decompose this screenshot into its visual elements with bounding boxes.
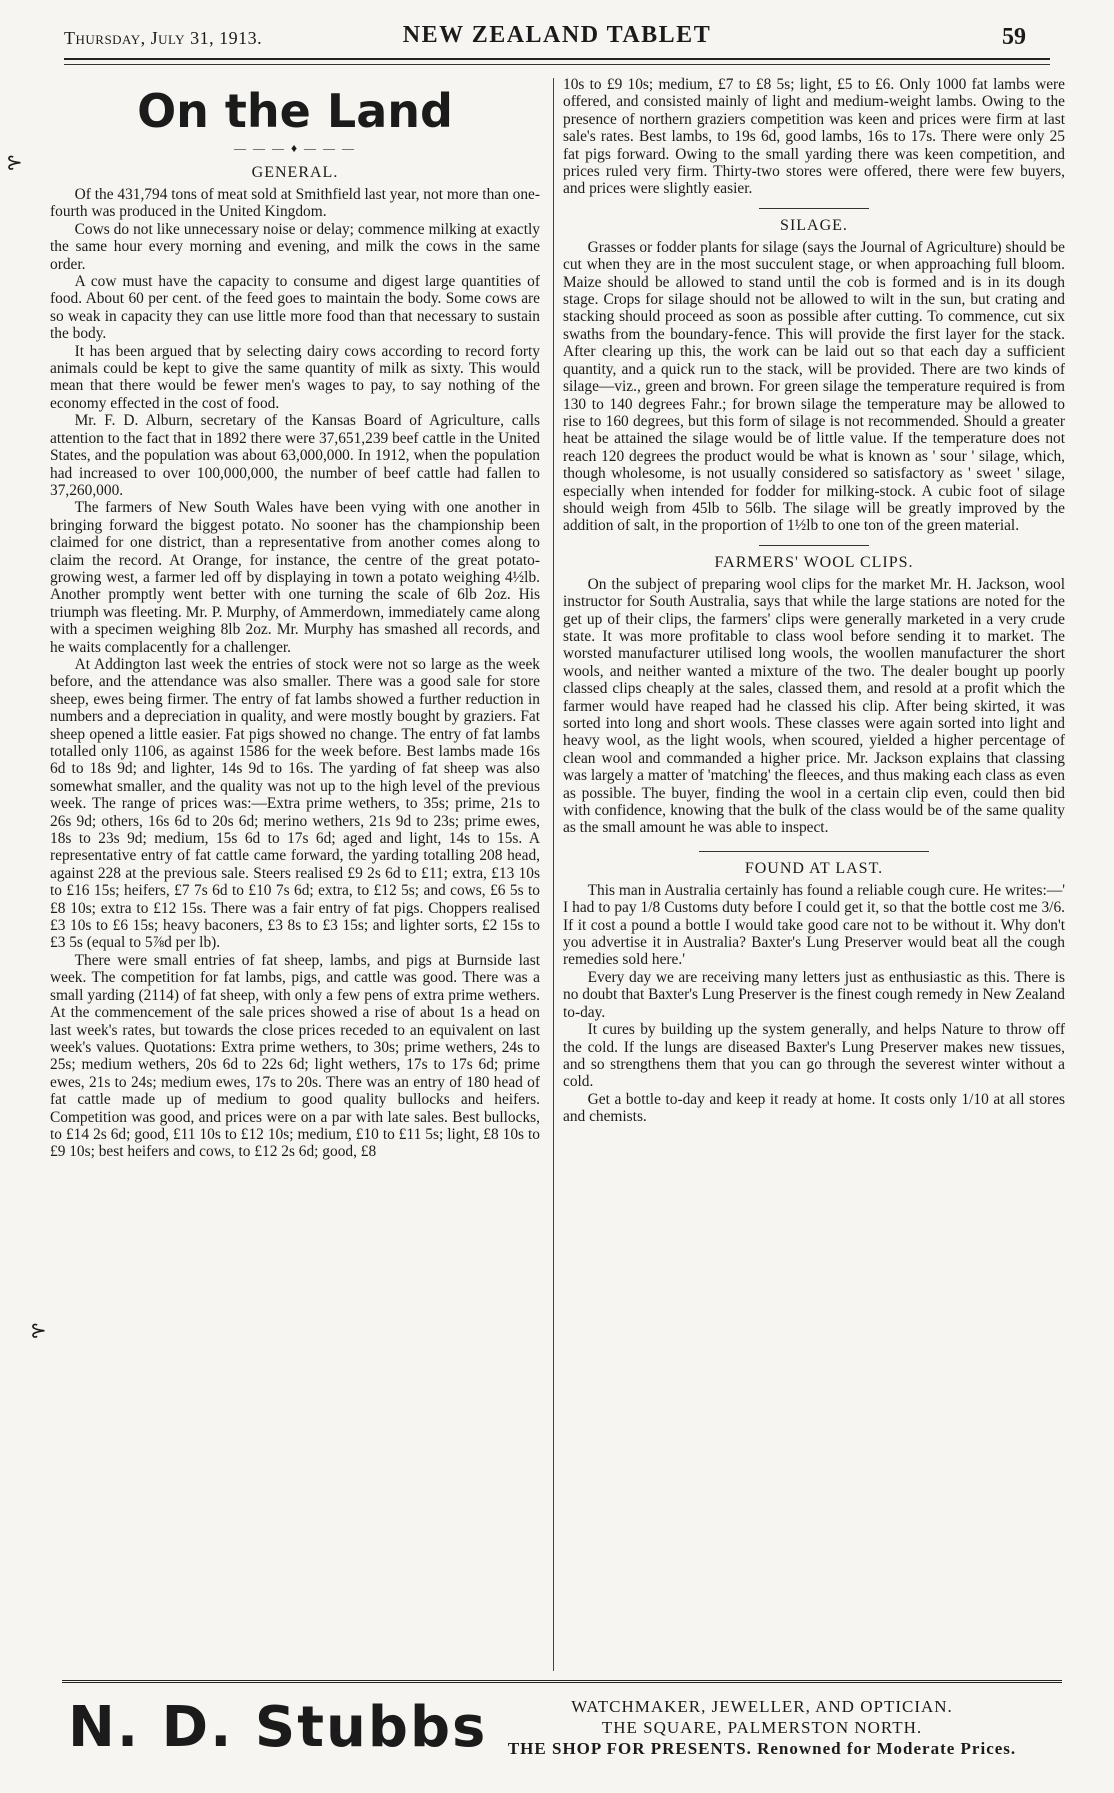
header-rule [64,58,1050,65]
advertisement-block [62,1680,1062,1780]
advert-text [462,1696,1062,1759]
column-divider [553,78,554,1671]
general-paragraph: Of the 431,794 tons of meat sold at Smithfield last year, not more than one-fourth was produced in the United Kingdom. [50,186,540,221]
left-column [50,76,540,1671]
silage-heading: SILAGE. [780,216,848,234]
section-separator [759,208,869,209]
masthead-title: NEW ZEALAND TABLET [402,22,712,48]
general-paragraph: It has been argued that by selecting dairy cows according to record forty animals could be kept to give the same quantity of milk as sixty. This would mean that there would be fewer men's wages to pay, to say nothing of the economy effected in the cost of food. [50,342,540,412]
right-column [563,76,1065,1671]
article-columns [50,76,1065,1671]
general-paragraph: At Addington last week the entries of stock were not so large as the week before, and the attendance was also smaller. There was a good sale for store sheep, ewes being firmer. The entry of fat lambs showed a further reduction in numbers and a depreciation in quality, and were mostly bought by graziers. Fat sheep opened a little easier. Fat pigs showed no change. The entry of fat lambs totalled only 1106, as against 1586 for the week before. Best lambs made 16s 6d to 18s 9d; and lighter, 14s 9d to 16s. The yarding of fat sheep was also somewhat smaller, and the quality was not up to the high level of the previous week. The range of prices was:—Extra prime wethers, to 35s; prime, 21s to 26s 9d; others, 16s 6d to 20s 6d; merino wethers, 21s 9d to 23s; prime ewes, 18s to 23s 9d; medium, 15s 6d to 17s 6d; aged and light, 14s to 15s. A representative entry of fat cattle came forward, the yarding totalling 208 head, against 228 at the previous sale. Steers realised £9 2s 6d to £11; extra, £13 10s to £16 15s; heifers, £7 7s 6d to £10 7s 6d; extra, to £12 5s; and cows, £6 5s to £8 10s; extra to £12 15s. There was a fair entry of fat pigs. Choppers realised £3 10s to £6 15s; heavy baconers, £3 8s to £3 15s; and lighter sorts, £2 15s to £3 5s (equal to 5⅞d per lb). [50,655,540,952]
general-paragraph: The farmers of New South Wales have been vying with one another in bringing forward the biggest potato. No sooner has the championship been claimed for one district, than a representative from another comes along to claim the record. At Orange, for instance, the centre of the great potato-growing west, a farmer led off by displaying in town a potato weighing 4½lb. Another promptly went better with one turning the scale of 6lb 2oz. His triumph was fleeting. Mr. P. Murphy, of Ammerdown, immediately came along with a specimen weighing 8lb 2oz. Mr. Murphy has smashed all records, and he waits complacently for a challenger. [50,499,540,656]
issue-date: Thursday, July 31, 1913. [64,28,263,48]
advert-line: WATCHMAKER, JEWELLER, AND OPTICIAN. [571,1697,953,1716]
section-title: On the Land [137,84,453,138]
wool-paragraph: On the subject of preparing wool clips for the market Mr. H. Jackson, wool instructor for South Australia, says that while the large stations are noted for the get up of their clips, the farmers' clips were generally marketed in a very crude state. It was more profitable to class wool before sending it to market. The worsted manufacturer utilised long wools, the woollen manufacturer the short wools, and neither wanted a mixture of the two. The dealer bought up poorly classed clips cheaply at the sales, classed them, and resold at a profit which the farmer would have reaped had he classed his clip. After being skirted, it was sorted into long and short wools. These classes were again sorted into light and heavy wool, as the light wools, when scoured, yielded a higher percentage of clean wool and commanded a higher price. Mr. Jackson explains that classing was largely a matter of 'matching' the fleeces, and thus making each class as even as possible. The buyer, finding the wool in a certain clip even, could then bid with confidence, knowing that the bulk of the class would be of the same quality as the small amount he was able to inspect. [563,575,1065,837]
continued-paragraph: 10s to £9 10s; medium, £7 to £8 5s; light, £5 to £6. Only 1000 fat lambs were offered, and consisted mainly of light and medium-weight lambs. Owing to the presence of northern graziers competition was keen and prices were firm at last sale's rates. Best lambs, to 19s 6d, good lambs, 16s to 17s. There were only 25 fat pigs forward. Owing to the small yarding there was keen competition, and prices ruled very firm. Thirty-two stores were offered, there were few buyers, and prices were slightly easier. [563,76,1065,198]
found-heading: FOUND AT LAST. [744,859,884,877]
general-paragraph: There were small entries of fat sheep, lambs, and pigs at Burnside last week. The competition for fat lambs, pigs, and cattle was good. There was a small yarding (2114) of fat sheep, with only a few pens of extra prime wethers. At the commencement of the sale prices showed a rise of about 1s a head on last week's rates, but towards the close prices receded to an equivalent on last week's values. Quotations: Extra prime wethers, to 30s; prime wethers, 24s to 25s; medium wethers, 20s 6d to 22s 6d; light wethers, 17s to 17s 6d; prime ewes, 21s to 24s; medium ewes, 17s to 20s. There was an entry of 180 head of fat cattle made up of medium to good quality bullocks and heifers. Competition was good, and prices were on a par with late sales. Best bullocks, to £14 2s 6d; good, £11 10s to £12 10s; medium, £10 to £11 5s; light, £8 10s to £9 10s; best heifers and cows, to £12 2s 6d; good, £8 [50,951,540,1161]
found-paragraph: Get a bottle to-day and keep it ready at home. It costs only 1/10 at all stores and chemists. [563,1090,1065,1126]
title-ornament: — — — ♦ — — — [233,141,357,155]
found-paragraph: This man in Australia certainly has found a reliable cough cure. He writes:—' I had to pay 1/8 Customs duty before I could get it, so that the bottle cost me 3/6. If it cost a pound a bottle I would take good care not to be without it. Why don't you advertise it in Australia? Baxter's Lung Preserver would beat all the cough remedies sold here.' [563,881,1065,969]
advert-rule [62,1680,1062,1683]
general-paragraph: Mr. F. D. Alburn, secretary of the Kansas Board of Agriculture, calls attention to the fact that in 1892 there were 37,651,239 beef cattle in the United States, and the population was about 63,000,000. In 1912, when the population had increased to over 100,000,000, the number of beef cattle had fallen to 37,260,000. [50,412,540,499]
margin-mark: ⊱ [6,152,23,174]
found-paragraph: Every day we are receiving many letters just as enthusiastic as this. There is no doubt that Baxter's Lung Preserver is the finest cough remedy in New Zealand to-day. [563,968,1065,1021]
section-separator [699,851,929,852]
advert-line: THE SHOP FOR PRESENTS. Renowned for Moderate Prices. [507,1739,1017,1758]
margin-mark: ⊱ [30,1320,47,1342]
advert-line: THE SQUARE, PALMERSTON NORTH. [601,1718,923,1737]
section-separator [759,545,869,546]
page-header [64,22,1050,56]
advert-business-name: N. D. Stubbs [68,1695,488,1760]
page-number: 59 [1002,24,1026,50]
general-paragraph: Cows do not like unnecessary noise or delay; commence milking at exactly the same hour every morning and evening, and milk the cows in the same order. [50,220,540,273]
found-paragraph: It cures by building up the system generally, and helps Nature to throw off the cold. If the lungs are diseased Baxter's Lung Preserver makes new tissues, and so strengthens them that you can go through the severest winter without a cold. [563,1021,1065,1091]
wool-heading: FARMERS' WOOL CLIPS. [714,553,914,571]
silage-paragraph: Grasses or fodder plants for silage (says the Journal of Agriculture) should be cut when they are in the most succulent stage, or when approaching full bloom. Maize should be allowed to stand until the cob is formed and is in its dough stage. Crops for silage should not be allowed to wilt in the sun, but crating and stacking should proceed as soon as possible after cutting. To commence, cut six swaths from the boundary-fence. This will provide the first layer for the stack. After clearing up this, the work can be laid out so that each day a sufficient quantity, and a quick run to the stack, will be provided. There are two kinds of silage—viz., green and brown. For green silage the temperature required is from 130 to 140 degrees Fahr.; for brown silage the temperature may be allowed to rise to 160 degrees, but this form of silage is not recommended. Should a greater heat be attained the silage would be of little value. If the temperature does not reach 120 degrees the product would be what is known as ' sour ' silage, which, though wholesome, is not usually considered so satisfactory as ' sweet ' silage, especially when intended for fodder for milking-stock. A cubic foot of silage should weigh from 45lb to 56lb. The silage will be greatly improved by the addition of salt, in the proportion of 1½lb to one ton of the green material. [563,238,1065,535]
general-paragraph: A cow must have the capacity to consume and digest large quantities of food. About 60 per cent. of the feed goes to maintain the body. Some cows are so weak in capacity they can use little more food than that necessary to sustain the body. [50,273,540,343]
general-heading: GENERAL. [251,164,339,181]
